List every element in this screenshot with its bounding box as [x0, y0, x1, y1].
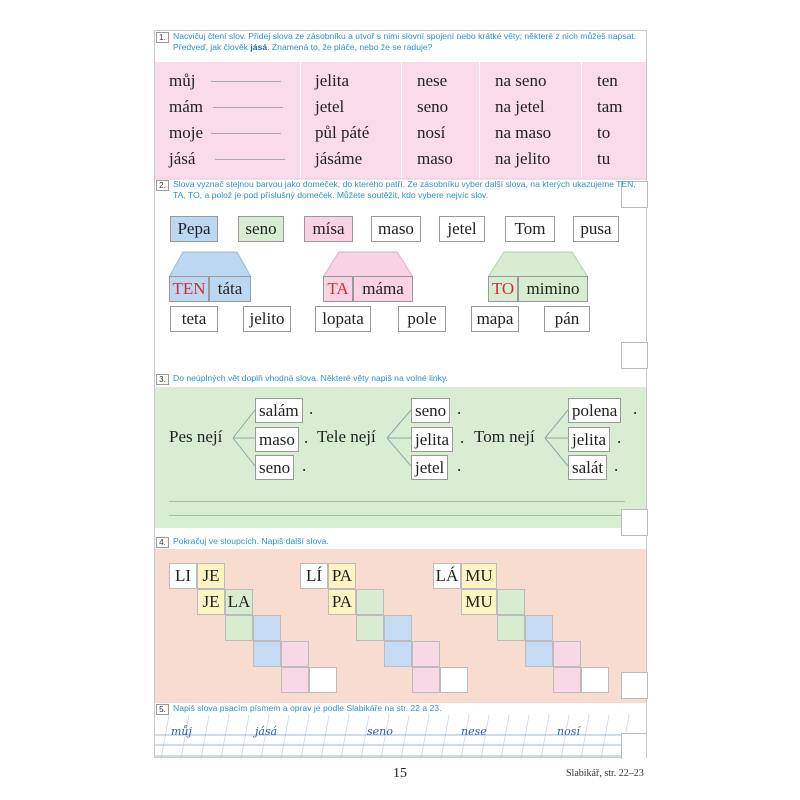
option-word[interactable]: jetel — [411, 455, 448, 480]
score-box[interactable] — [621, 342, 648, 369]
word-card[interactable]: pole — [398, 306, 446, 332]
exercise-5-area — [155, 703, 646, 759]
text-item: 2. — [156, 180, 169, 191]
text-item: PA — [328, 589, 356, 615]
column-1 — [169, 68, 285, 172]
text-item: . — [457, 399, 462, 418]
option-word[interactable]: salát — [568, 455, 607, 480]
text-item: 4. — [156, 537, 169, 548]
word-card[interactable]: pusa — [573, 216, 619, 242]
empty-cell[interactable] — [440, 667, 468, 693]
text-item: . Znamená to, že pláče, nebo že se raduje? — [267, 42, 433, 52]
option-word[interactable]: polena — [568, 398, 621, 423]
text-item: na maso — [495, 123, 552, 142]
worksheet — [154, 30, 647, 758]
text-item: na jelito — [495, 149, 551, 168]
text-item: . — [302, 456, 307, 475]
text-item: můj — [169, 71, 196, 90]
text-item: . — [457, 456, 462, 475]
empty-cell[interactable] — [281, 641, 309, 667]
empty-cell[interactable] — [412, 641, 440, 667]
model-word: jásá — [255, 725, 278, 738]
model-word: nese — [461, 725, 487, 738]
empty-cell[interactable] — [525, 641, 553, 667]
text-item: JE — [197, 563, 225, 589]
house-syllable: TA — [323, 276, 353, 302]
model-word: nosí — [557, 725, 580, 738]
empty-cell[interactable] — [281, 667, 309, 693]
text-item: LA — [225, 589, 253, 615]
word-card[interactable]: mísa — [304, 216, 353, 242]
empty-cell[interactable] — [553, 667, 581, 693]
text-item: na jetel — [495, 97, 545, 116]
empty-cell[interactable] — [581, 667, 609, 693]
word-card[interactable]: Pepa — [170, 216, 218, 242]
page-reference: Slabikář, str. 22–23 — [566, 768, 644, 779]
exercise-4-area — [155, 528, 646, 703]
text-item: 3. — [156, 374, 169, 385]
text-item: . — [633, 399, 638, 418]
word-card[interactable]: mapa — [471, 306, 519, 332]
exercise-3-area — [155, 368, 646, 528]
text-item: . — [460, 428, 465, 447]
text-item: Napiš slova psacím písmem a oprav je podle Slabikáře na str. 22 a 23. — [173, 703, 442, 713]
text-item: PA — [328, 563, 356, 589]
word-card[interactable]: jelito — [243, 306, 291, 332]
exercise-2-area — [155, 208, 646, 368]
word-card[interactable]: jetel — [439, 216, 485, 242]
column-4 — [495, 68, 551, 172]
text-item: jetel — [315, 97, 345, 116]
option-word[interactable]: jelita — [568, 427, 610, 452]
word-card[interactable]: pán — [544, 306, 590, 332]
score-box[interactable] — [621, 672, 648, 699]
text-item: půl páté — [315, 123, 370, 142]
column-2 — [315, 68, 369, 172]
text-item: Slova vyznač stejnou barvou jako domeček, do kterého patří. Ze zásobníku vyber další slova, na kterých ukazujeme TEN, TA, TO, a polož je pod příslušný domeček. Můžete soutěžit, kdo vybere nejvíc slov. — [173, 179, 636, 200]
text-item: ten — [597, 71, 618, 90]
empty-cell[interactable] — [525, 615, 553, 641]
highlight-word: jásá — [250, 42, 268, 52]
text-item: 5. — [156, 704, 169, 715]
exercise-4-instructions — [155, 536, 646, 549]
text-item: JE — [197, 589, 225, 615]
option-word[interactable]: maso — [255, 427, 299, 452]
text-item: to — [597, 123, 611, 142]
option-word[interactable]: salám — [255, 398, 303, 423]
text-item: Do neúplných vět doplň vhodná slova. Některé věty napiš na volné linky. — [173, 373, 449, 383]
empty-cell[interactable] — [384, 641, 412, 667]
house-to — [488, 250, 588, 302]
score-box[interactable] — [621, 733, 646, 759]
option-word[interactable]: seno — [255, 455, 294, 480]
word-card[interactable]: lopata — [315, 306, 371, 332]
option-word[interactable]: seno — [411, 398, 450, 423]
house-syllable: TEN — [169, 276, 209, 302]
text-item: maso — [417, 149, 453, 168]
text-item: . — [304, 428, 309, 447]
text-item: LÁ — [433, 563, 461, 589]
word-card[interactable]: teta — [170, 306, 218, 332]
house-ten — [169, 250, 251, 302]
exercise-2-instructions — [155, 178, 646, 208]
text-item: moje — [169, 123, 203, 142]
empty-cell[interactable] — [253, 641, 281, 667]
text-item: na seno — [495, 71, 547, 90]
exercise-1-instructions — [155, 31, 646, 62]
page-number: 15 — [393, 766, 407, 781]
empty-cell[interactable] — [225, 615, 253, 641]
text-item: . — [309, 399, 314, 418]
empty-cell[interactable] — [356, 615, 384, 641]
empty-cell[interactable] — [497, 589, 525, 615]
option-word[interactable]: jelita — [411, 427, 453, 452]
house-word: máma — [353, 276, 413, 302]
text-item: mám — [169, 97, 203, 116]
column-3 — [417, 68, 453, 172]
text-item: jásáme — [315, 149, 363, 168]
text-item: seno — [417, 97, 449, 116]
exercise-1-number: 1. — [156, 32, 169, 43]
text-item: LÍ — [300, 563, 328, 589]
text-item: Pokračuj ve sloupcích. Napiš další slova. — [173, 536, 329, 546]
word-card[interactable]: Tom — [505, 216, 555, 242]
sentence-start: Tom nejí — [474, 427, 535, 446]
empty-cell[interactable] — [497, 615, 525, 641]
model-word: seno — [367, 725, 393, 738]
empty-cell[interactable] — [253, 615, 281, 641]
model-word: můj — [171, 725, 192, 738]
sentence-start: Pes nejí — [169, 427, 223, 446]
word-card[interactable]: seno — [238, 216, 284, 242]
empty-cell[interactable] — [309, 667, 337, 693]
writing-line[interactable] — [169, 501, 625, 502]
text-item: LI — [169, 563, 197, 589]
word-card[interactable]: maso — [371, 216, 421, 242]
house-word: táta — [209, 276, 251, 302]
empty-cell[interactable] — [412, 667, 440, 693]
writing-line[interactable] — [169, 515, 625, 516]
empty-cell[interactable] — [384, 615, 412, 641]
empty-cell[interactable] — [356, 589, 384, 615]
house-ta — [323, 250, 413, 302]
house-word: mimino — [518, 276, 588, 302]
text-item: tam — [597, 97, 623, 116]
empty-cell[interactable] — [553, 641, 581, 667]
column-5 — [597, 68, 623, 172]
text-item: jásá — [169, 149, 196, 168]
text-item: . — [617, 428, 622, 447]
text-item: jelita — [315, 71, 349, 90]
text-item: nese — [417, 71, 448, 90]
house-syllable: TO — [488, 276, 518, 302]
sentence-start: Tele nejí — [317, 427, 376, 446]
text-item: MU — [461, 563, 497, 589]
text-item: . — [614, 456, 619, 475]
text-item: tu — [597, 149, 611, 168]
text-item: Nacvičuj čtení slov. Přidej slova ze zásobníku a utvoř s nimi slovní spojení nebo krátké věty; některé z nich můžeš napsat. Předveď, jak člověk — [173, 31, 637, 52]
text-item: nosí — [417, 123, 446, 142]
text-item: MU — [461, 589, 497, 615]
